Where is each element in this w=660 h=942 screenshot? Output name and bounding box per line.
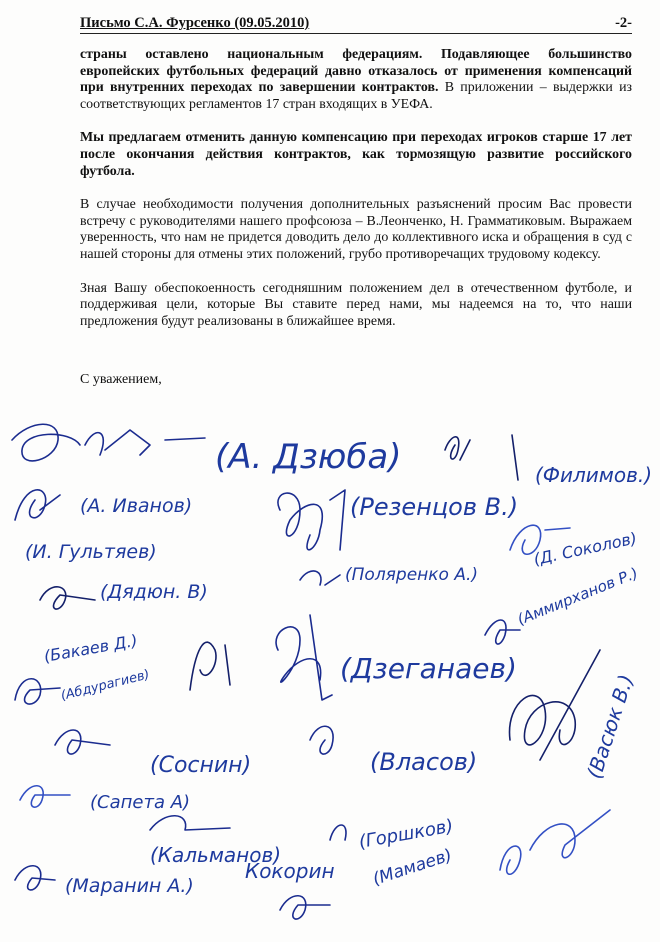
letter-title: Письмо С.А. Фурсенко (09.05.2010) — [80, 15, 310, 31]
signature-label: (Дядюн. В) — [100, 581, 208, 603]
signature-scribble — [12, 424, 205, 461]
signature-scribble — [190, 642, 230, 690]
signature-scribble — [15, 679, 60, 704]
signature-scribble — [445, 435, 518, 480]
signature-scribble — [485, 620, 520, 644]
signature-scribble — [300, 571, 340, 585]
paragraph — [80, 47, 632, 113]
signature-label: (Аммирханов Р.) — [514, 563, 641, 629]
paragraph — [80, 281, 632, 331]
closing-phrase: С уважением, — [80, 372, 162, 387]
paragraph-normal: Зная Вашу обеспокоенность сегодняшним положением дел в отечественном футболе, и поддерживая цели, которые Вы ставите перед нами, мы надеемся на то, что наши предложения будут реализованы в ближайшее время. — [80, 280, 632, 329]
signature-scribble — [276, 615, 332, 700]
signature-label: (Кальманов) — [150, 843, 282, 867]
signature-scribble — [55, 730, 110, 754]
signature-label: (Власов) — [370, 748, 478, 776]
signature-scribble — [150, 816, 230, 830]
signature-label: (Соснин) — [150, 753, 252, 778]
signature-label: (Васюк В.) — [581, 671, 639, 782]
signature-block — [0, 400, 660, 942]
signature-label: (Абдурагиев) — [59, 667, 152, 704]
signature-label: Кокорин — [245, 859, 335, 883]
signature-scribble — [510, 650, 600, 760]
signature-label: (Дзеганаев) — [340, 652, 517, 685]
signature-label: (Горшков) — [357, 815, 455, 853]
signature-label: (Бакаев Д.) — [42, 630, 139, 666]
paragraph-normal: В приложении – выдержки из соответствующих регламентов 17 стран входящих в УЕФА. — [80, 80, 632, 112]
signature-label: (Резенцов В.) — [350, 493, 519, 521]
page-number: -2- — [615, 15, 632, 31]
signature-label: (Филимов.) — [535, 463, 653, 487]
signature-label: (А. Дзюба) — [215, 437, 402, 477]
paragraph-normal: В случае необходимости получения дополнительных разъяснений просим Вас провести встречу с руководителями нашего профсоюза – В.Леонченко, Н. Грамматиковым. Выражаем уверенность, что нам не придется доводить дело до коллективного иска и обращения в суд с нашей стороны для отмены этих положений, грубо противоречащих трудовому кодексу. — [80, 197, 632, 262]
signature-scribble — [20, 786, 70, 807]
signature-label: (Сапета А) — [90, 792, 191, 813]
signature-scribble — [330, 825, 346, 840]
signature-scribble — [310, 726, 333, 754]
signature-scribble — [40, 587, 95, 609]
signature-label: (Маранин А.) — [65, 875, 194, 897]
signature-scribble — [15, 866, 55, 890]
signature-scribble — [280, 896, 330, 919]
letter-body — [80, 47, 632, 347]
signature-scribble — [278, 490, 345, 550]
page-header — [80, 15, 632, 34]
signature-label: (Д. Соколов) — [531, 528, 639, 569]
signature-label: (А. Иванов) — [80, 495, 193, 517]
signature-label: (Поляренко А.) — [345, 565, 479, 585]
paragraph — [80, 197, 632, 263]
paragraph — [80, 130, 632, 180]
paragraph-bold: страны оставлено национальным федерациям. Подавляющее большинство европейских футбольных федераций давно отказалось от применения компенсаций при внутренних переходах по завершении контрактов. — [80, 47, 632, 96]
signature-scribble — [500, 810, 610, 874]
signature-label: (И. Гультяев) — [25, 541, 157, 563]
signature-label: (Мамаев) — [370, 845, 455, 890]
paragraph-bold: Мы предлагаем отменить данную компенсацию при переходах игроков старше 17 лет после окончания действия контрактов, как тормозящую развитие российского футбола. — [80, 130, 632, 179]
signature-scribble — [15, 490, 60, 520]
